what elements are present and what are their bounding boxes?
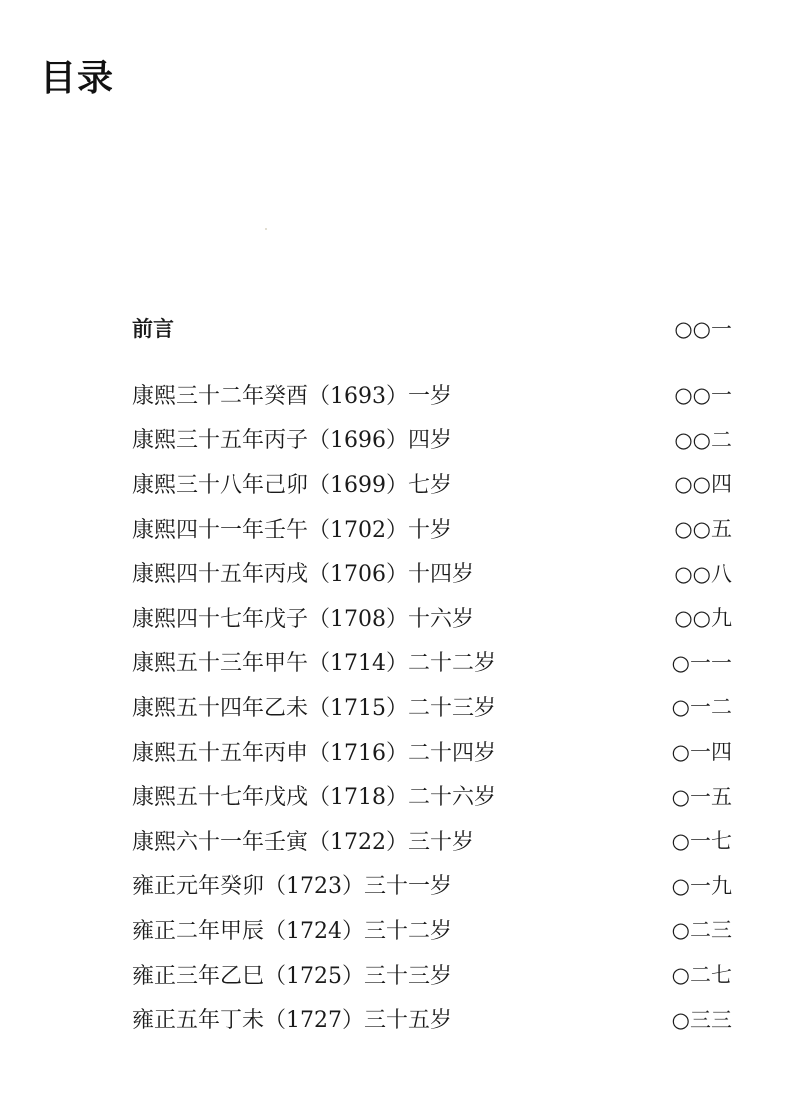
toc-entry-title: 前言 xyxy=(132,317,174,341)
toc-entry[interactable] xyxy=(132,640,732,685)
toc-entry-page: ○○二 xyxy=(674,427,732,452)
toc-entry[interactable] xyxy=(132,907,732,952)
toc-entry[interactable] xyxy=(132,461,732,506)
paper-speck xyxy=(265,228,267,230)
toc-entry-title: 康熙四十五年丙戌（1706）十四岁 xyxy=(132,562,474,588)
toc-entry-page: ○一二 xyxy=(671,695,732,720)
toc-entry-page: ○○九 xyxy=(674,606,732,631)
toc-entry[interactable] xyxy=(132,372,732,417)
toc-entry-page: ○○一 xyxy=(674,317,732,341)
toc-entry-title: 康熙三十五年丙子（1696）四岁 xyxy=(132,428,452,454)
toc-entry-title: 康熙五十七年戊戌（1718）二十六岁 xyxy=(132,785,496,811)
toc-entry[interactable] xyxy=(132,952,732,997)
toc-entry-preface[interactable] xyxy=(132,306,732,350)
table-of-contents xyxy=(132,306,732,1041)
toc-entry-title: 康熙五十三年甲午（1714）二十二岁 xyxy=(132,651,496,677)
toc-entry[interactable] xyxy=(132,684,732,729)
toc-entry-page: ○○四 xyxy=(674,472,732,497)
toc-entry-title: 康熙三十八年己卯（1699）七岁 xyxy=(132,472,452,498)
page-title: 目录 xyxy=(40,58,115,99)
toc-entry-page: ○○八 xyxy=(674,561,732,586)
toc-entry-title: 康熙五十五年丙申（1716）二十四岁 xyxy=(132,740,496,766)
toc-entry-page: ○三三 xyxy=(671,1007,732,1032)
toc-entry-title: 康熙四十一年壬午（1702）十岁 xyxy=(132,517,452,543)
toc-entry-title: 康熙三十二年癸酉（1693）一岁 xyxy=(132,383,452,409)
toc-entry-page: ○二七 xyxy=(671,963,732,988)
toc-entry[interactable] xyxy=(132,729,732,774)
toc-entry-page: ○二三 xyxy=(671,918,732,943)
toc-entry[interactable] xyxy=(132,996,732,1041)
toc-entry[interactable] xyxy=(132,863,732,908)
toc-entry-title: 康熙五十四年乙未（1715）二十三岁 xyxy=(132,695,496,721)
toc-entry-title: 康熙六十一年壬寅（1722）三十岁 xyxy=(132,829,474,855)
toc-entry-page: ○○五 xyxy=(674,517,732,542)
toc-entry-page: ○一五 xyxy=(671,784,732,809)
toc-entry-page: ○一四 xyxy=(671,740,732,765)
toc-entry-page: ○一九 xyxy=(671,873,732,898)
toc-entry-page: ○一七 xyxy=(671,829,732,854)
toc-entry-title: 雍正三年乙巳（1725）三十三岁 xyxy=(132,963,452,989)
toc-entry-page: ○一一 xyxy=(671,650,732,675)
toc-entry[interactable] xyxy=(132,417,732,462)
toc-entry-title: 康熙四十七年戊子（1708）十六岁 xyxy=(132,606,474,632)
toc-entry-title: 雍正元年癸卯（1723）三十一岁 xyxy=(132,874,452,900)
toc-entry-page: ○○一 xyxy=(674,383,732,408)
toc-entry-title: 雍正五年丁未（1727）三十五岁 xyxy=(132,1008,452,1034)
toc-entry[interactable] xyxy=(132,595,732,640)
toc-entry[interactable] xyxy=(132,550,732,595)
toc-entry-title: 雍正二年甲辰（1724）三十二岁 xyxy=(132,918,452,944)
toc-entry[interactable] xyxy=(132,506,732,551)
toc-entry[interactable] xyxy=(132,773,732,818)
toc-entry[interactable] xyxy=(132,818,732,863)
